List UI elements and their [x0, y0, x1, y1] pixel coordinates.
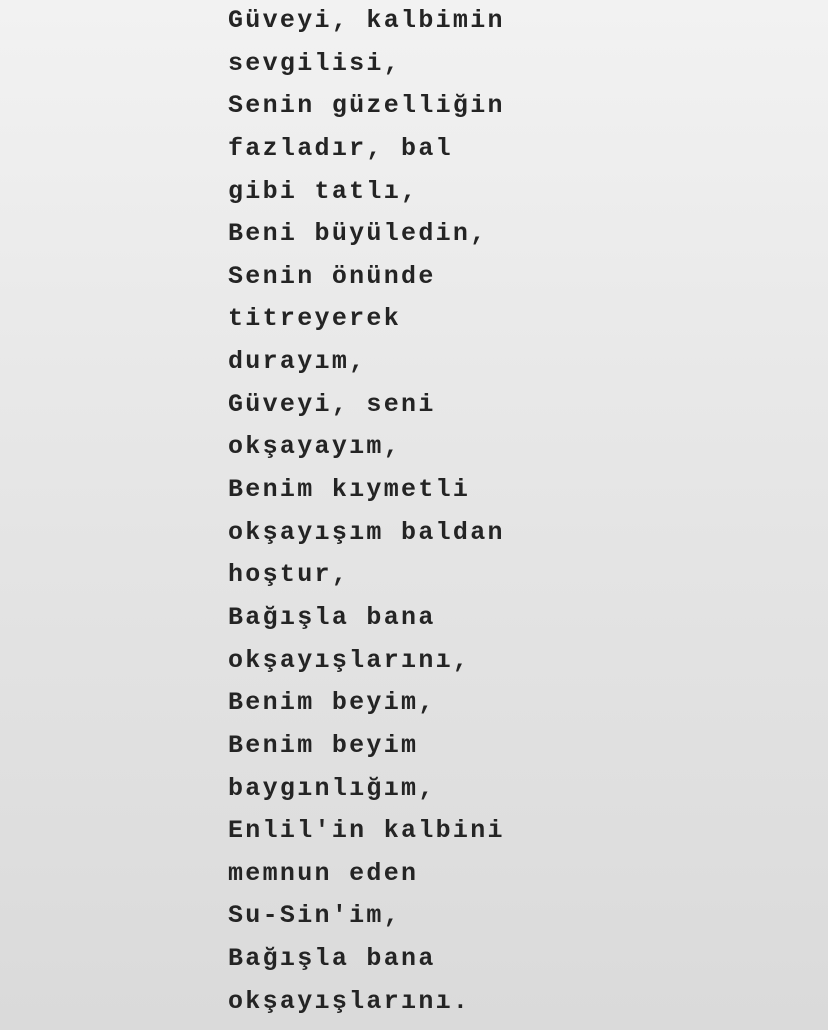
poem-line: Senin önünde — [228, 261, 436, 291]
poem-line: Senin güzelliğin — [228, 91, 505, 121]
poem-line: okşayışlarını. — [228, 986, 471, 1016]
poem-line: Beni büyüledin, — [228, 219, 488, 249]
poem-line: Güveyi, kalbimin — [228, 6, 505, 35]
poem-line: fazladır, bal — [228, 133, 453, 163]
poem-line: Benim beyim, — [228, 688, 436, 718]
poem-line: gibi tatlı, — [228, 176, 419, 206]
poem-line: Su-Sin'im, — [228, 901, 402, 931]
poem-line: Enlil'in kalbini — [228, 816, 505, 846]
poem-line: Bağışla bana — [228, 602, 436, 632]
poem-line: titreyerek — [228, 304, 402, 334]
poem-line: durayım, — [228, 347, 367, 377]
poem-line: hoştur, — [228, 560, 350, 590]
poem-line: sevgilisi, — [228, 48, 402, 78]
poem-line: Benim beyim — [228, 730, 419, 760]
poem-text — [228, 0, 505, 1023]
poem-line: okşayışım baldan — [228, 517, 505, 547]
poem-line: okşayışlarını, — [228, 645, 471, 675]
poem-line: okşayayım, — [228, 432, 402, 462]
poem-line: Benim kıymetli — [228, 475, 471, 505]
poem-line: Güveyi, seni — [228, 389, 436, 419]
poem-line: memnun eden — [228, 858, 419, 888]
poem-line: Bağışla bana — [228, 944, 436, 974]
poem-line: baygınlığım, — [228, 773, 436, 803]
